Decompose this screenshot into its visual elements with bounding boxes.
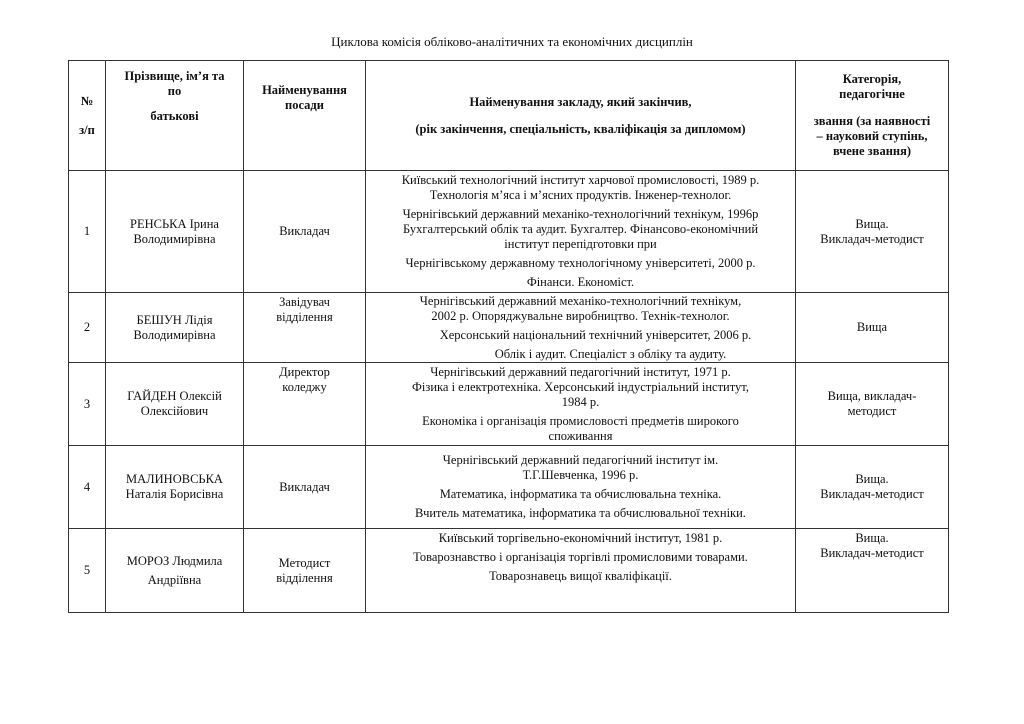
row-name: [106, 171, 244, 293]
row-position: [244, 446, 366, 529]
table-row: [69, 171, 949, 293]
row-position-line: Методист: [278, 555, 331, 570]
row-name-line: Наталія Борисівна: [125, 487, 224, 501]
row-institution-line: Київський технологічний інститут харчової промисловості, 1989 р.: [401, 173, 760, 187]
row-name: [106, 529, 244, 613]
row-name-line: БЕШУН Лідія: [136, 312, 213, 327]
row-institution-line: Товарознавець вищої кваліфікації.: [489, 569, 672, 583]
row-name-line: Андріївна: [147, 572, 202, 587]
row-institution-line: Фізика і електротехніка. Херсонський індустріальний інститут,: [412, 379, 749, 394]
header-institution-line: Найменування закладу, який закінчив,: [469, 94, 692, 109]
row-institution-line: Херсонський національний технічний університет, 2006 р.: [439, 327, 752, 342]
document-title: Циклова комісія обліково-аналітичних та економічних дисциплін: [331, 34, 693, 49]
header-number-label: з/п: [79, 122, 95, 137]
row-institution: [366, 363, 796, 446]
row-institution-line: Чернігівський державний педагогічний інститут, 1971 р.: [430, 364, 731, 379]
row-institution: [366, 171, 796, 293]
row-position-line: Завідувач: [279, 295, 330, 309]
header-position: [244, 61, 366, 171]
row-category-line: Вища.: [855, 472, 889, 486]
header-category-line: вчене звання): [832, 144, 912, 158]
row-institution-line: Математика, інформатика та обчислювальна техніка.: [439, 487, 722, 501]
row-institution-line: 2002 р. Опоряджувальне виробництво. Технік-технолог.: [431, 308, 730, 323]
row-name-line: МОРОЗ Людмила: [126, 553, 223, 568]
table-row: [69, 363, 949, 446]
row-name-line: МАЛИНОВСЬКА: [126, 472, 223, 486]
header-number-symbol: №: [80, 93, 94, 108]
row-name: [106, 293, 244, 363]
header-name-line: Прізвище, ім’я та: [124, 69, 225, 83]
header-category-line: – науковий ступінь,: [816, 129, 928, 143]
header-institution-line: (рік закінчення, спеціальність, кваліфікація за дипломом): [415, 121, 746, 136]
row-category: [796, 171, 949, 293]
header-category-line: Категорія,: [842, 72, 902, 86]
header-name: [106, 61, 244, 171]
row-name-line: Володимирівна: [133, 231, 216, 246]
row-name: [106, 446, 244, 529]
row-category-line: Викладач-методист: [820, 231, 924, 246]
header-number: [69, 61, 106, 171]
row-position: [244, 171, 366, 293]
header-category: [796, 61, 949, 171]
table-row: [69, 446, 949, 529]
row-institution: [366, 293, 796, 363]
header-institution: [366, 61, 796, 171]
row-institution-line: 1984 р.: [561, 394, 600, 409]
row-category-line: Вища: [856, 320, 888, 334]
row-category: [796, 529, 949, 613]
row-category: [796, 293, 949, 363]
row-number: 1: [69, 171, 106, 293]
row-institution-line: Чернігівський державний педагогічний інститут ім.: [442, 453, 719, 467]
row-institution-line: Облік і аудит. Спеціаліст з обліку та аудиту.: [494, 346, 727, 361]
row-position-line: відділення: [276, 310, 333, 324]
row-institution-line: Т.Г.Шевченка, 1996 р.: [522, 468, 639, 482]
row-position-line: Викладач: [279, 479, 330, 494]
row-name-line: Олексійович: [140, 404, 209, 418]
header-position-line: Найменування: [262, 83, 347, 97]
row-category-line: Вища.: [855, 531, 889, 545]
row-position-line: Викладач: [279, 224, 330, 238]
row-institution: [366, 446, 796, 529]
table-row: [69, 293, 949, 363]
row-name: [106, 363, 244, 446]
row-category-line: Викладач-методист: [820, 487, 924, 501]
staff-table: [68, 60, 949, 613]
row-number: 5: [69, 529, 106, 613]
row-institution-line: інститут перепідготовки при: [504, 237, 657, 251]
row-position-line: відділення: [276, 570, 333, 585]
row-name-line: Володимирівна: [133, 327, 216, 342]
row-institution-line: Бухгалтерський облік та аудит. Бухгалтер. Фінансово-економічний: [402, 222, 759, 236]
row-category-line: Вища, викладач-: [827, 389, 917, 403]
header-name-line: батькові: [150, 109, 199, 123]
row-name-line: ГАЙДЕН Олексій: [127, 389, 222, 403]
row-number: 2: [69, 293, 106, 363]
header-category-line: педагогічне: [839, 87, 905, 101]
header-name-line: по: [167, 84, 182, 98]
row-category: [796, 446, 949, 529]
row-institution-line: Технологія м’яса і м’ясних продуктів. Інженер-технолог.: [429, 188, 732, 202]
row-category: [796, 363, 949, 446]
row-institution: [366, 529, 796, 613]
row-institution-line: Київський торгівельно-економічний інститут, 1981 р.: [438, 531, 723, 545]
row-category-line: Вища.: [855, 216, 889, 231]
row-name-line: РЕНСЬКА Ірина: [130, 216, 219, 231]
row-institution-line: Вчитель математика, інформатика та обчислювальної техніки.: [415, 506, 746, 520]
row-position: [244, 529, 366, 613]
row-institution-line: Чернігівський державний механіко-технологічний технікум, 1996р: [402, 207, 759, 221]
header-category-line: звання (за наявності: [813, 114, 931, 128]
row-position: [244, 363, 366, 446]
row-position: [244, 293, 366, 363]
row-institution-line: споживання: [548, 428, 613, 443]
row-number: 4: [69, 446, 106, 529]
row-category-line: методист: [847, 404, 897, 418]
row-number: 3: [69, 363, 106, 446]
row-institution-line: Товарознавство і організація торгівлі промисловими товарами.: [413, 550, 748, 564]
table-header-row: [69, 61, 949, 171]
row-institution-line: Економіка і організація промисловості предметів широкого: [422, 413, 739, 428]
row-position-line: коледжу: [282, 380, 327, 394]
table-row: [69, 529, 949, 613]
row-institution-line: Фінанси. Економіст.: [526, 275, 635, 289]
row-category-line: Викладач-методист: [820, 546, 924, 560]
row-institution-line: Чернігівському державному технологічному університеті, 2000 р.: [405, 256, 756, 270]
row-position-line: Директор: [279, 365, 330, 379]
row-institution-line: Чернігівський державний механіко-технологічний технікум,: [419, 293, 742, 308]
header-position-line: посади: [285, 98, 324, 112]
